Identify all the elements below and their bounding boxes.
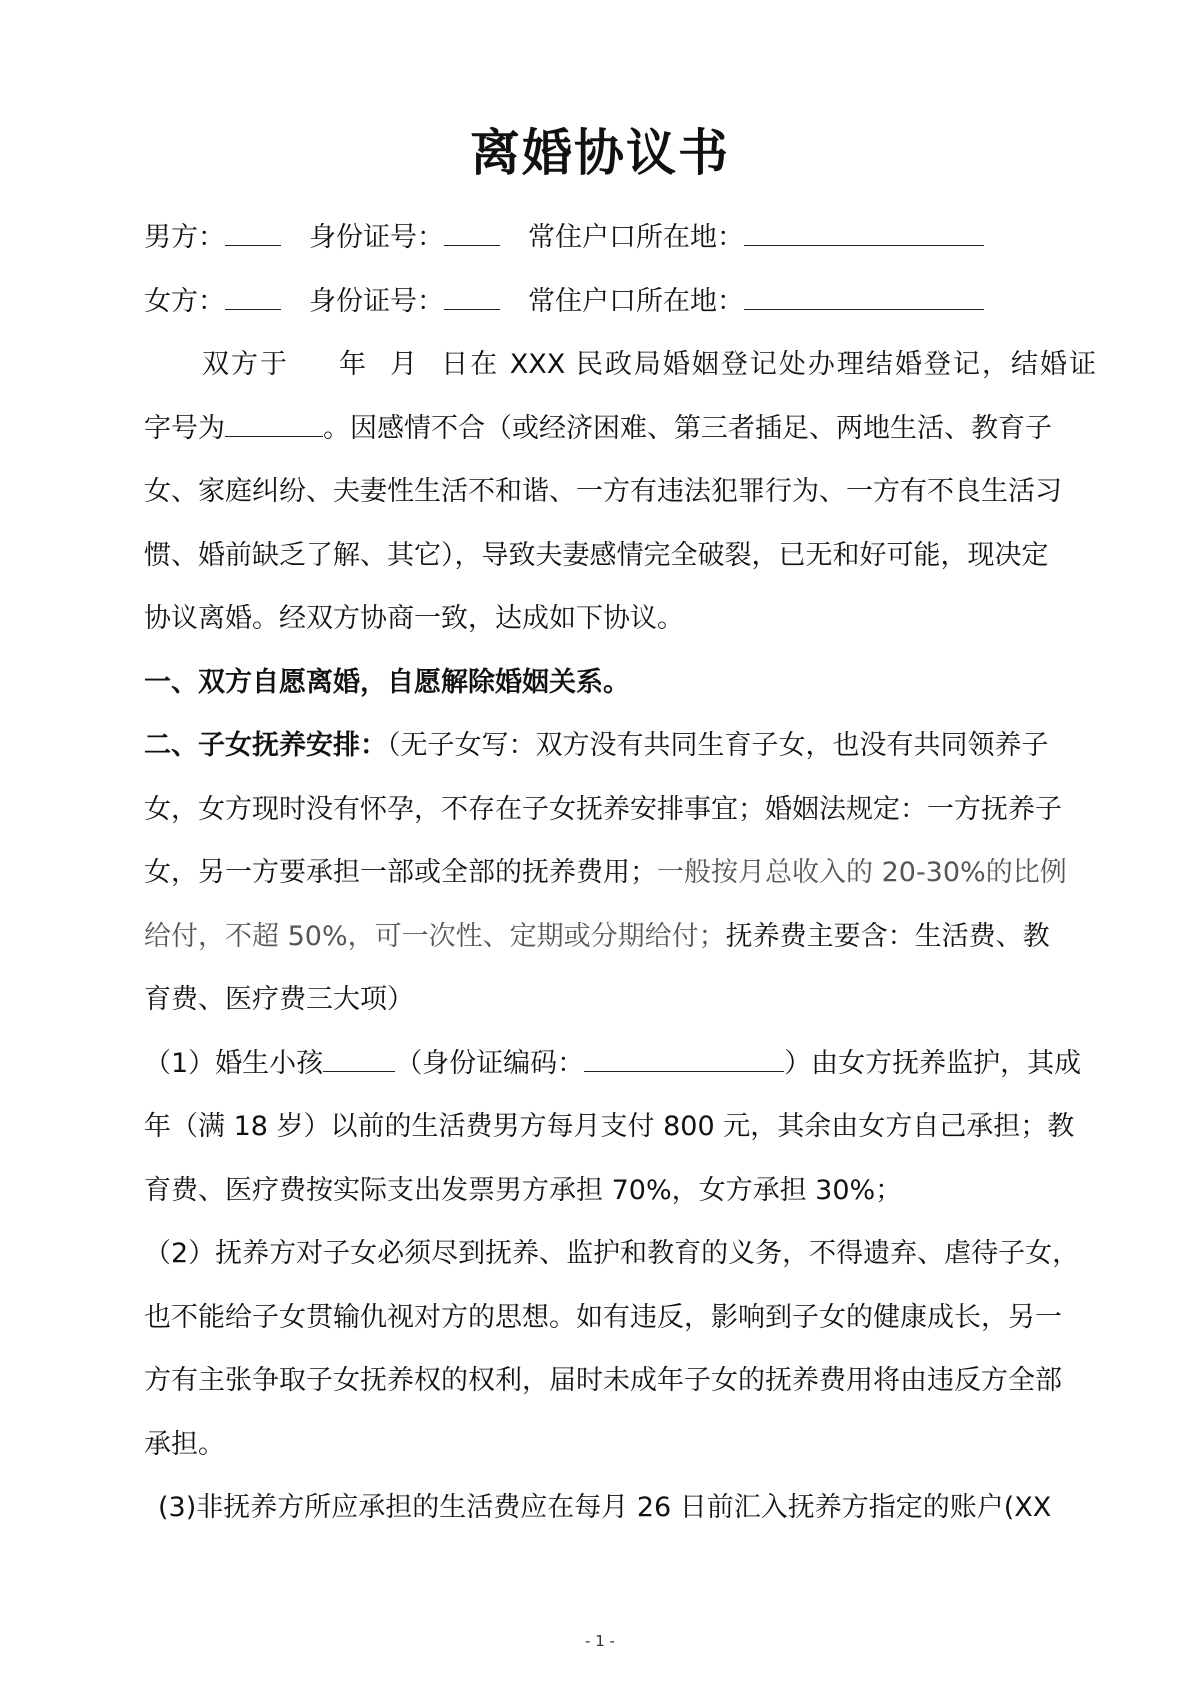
intro-text: 。因感情不合（或经济困难、第三者插足、两地生活、教育子 <box>323 412 1052 444</box>
section-text-gray: 给付，不超 50%，可一次性、定期或分期给付； <box>144 920 726 952</box>
item-text: ）由女方抚养监护，其成 <box>784 1047 1082 1079</box>
section-2-heading: 二、子女抚养安排： <box>144 730 387 761</box>
child-name-blank <box>323 1049 395 1072</box>
page-number: - 1 - <box>585 1632 615 1650</box>
section-2-line-4 <box>144 905 1096 969</box>
male-id-blank <box>444 223 500 246</box>
male-residence-label: 常住户口所在地： <box>528 222 744 253</box>
item-text: （身份证编码： <box>395 1047 585 1079</box>
female-id-label: 身份证号： <box>309 285 444 317</box>
section-text: （无子女写：双方没有共同生育子女，也没有共同领养子 <box>387 730 1049 761</box>
intro-line-2 <box>144 397 1096 461</box>
document-body <box>144 206 1096 1540</box>
section-text: 抚养费主要含：生活费、教 <box>725 920 1050 952</box>
section-2-line-1 <box>144 714 1096 778</box>
male-info-line <box>144 206 1096 270</box>
document-title: 离婚协议书 <box>470 124 730 182</box>
female-name-blank <box>225 287 281 310</box>
intro-year: 年 <box>337 349 369 380</box>
intro-text: 日在 XXX 民政局婚姻登记处办理结婚登记，结婚证 <box>439 349 1097 380</box>
item-2-line-1: （2）抚养方对子女必须尽到抚养、监护和教育的义务，不得遗弃、虐待子女， <box>144 1238 1080 1269</box>
section-text-gray: 一般按月总收入的 20-30%的比例 <box>657 857 1067 888</box>
male-name-blank <box>225 223 281 246</box>
item-2-line-4: 承担。 <box>144 1428 225 1460</box>
section-2-line-3 <box>144 841 1096 905</box>
intro-line-3: 女、家庭纠纷、夫妻性生活不和谐、一方有违法犯罪行为、一方有不良生活习 <box>144 476 1062 507</box>
item-text: （1）婚生小孩 <box>144 1047 324 1079</box>
intro-line-5: 协议离婚。经双方协商一致，达成如下协议。 <box>144 603 684 634</box>
female-residence-blank <box>744 287 984 310</box>
female-label: 女方： <box>144 285 225 317</box>
item-1-line-3: 育费、医疗费按实际支出发票男方承担 70%，女方承担 30%； <box>144 1174 903 1206</box>
female-residence-label: 常住户口所在地： <box>528 285 744 317</box>
section-1-heading: 一、双方自愿离婚，自愿解除婚姻关系。 <box>144 666 630 698</box>
female-info-line <box>144 270 1096 334</box>
female-id-blank <box>444 287 500 310</box>
section-text: 女，另一方要承担一部或全部的抚养费用； <box>144 857 657 888</box>
intro-text: 双方于 <box>200 349 290 380</box>
male-label: 男方： <box>144 222 225 253</box>
item-2-line-2: 也不能给子女贯输仇视对方的思想。如有违反，影响到子女的健康成长，另一 <box>144 1301 1062 1333</box>
male-residence-blank <box>744 223 984 246</box>
section-2-line-2: 女，女方现时没有怀孕，不存在子女抚养安排事宜；婚姻法规定：一方抚养子 <box>144 793 1062 825</box>
item-2-line-3: 方有主张争取子女抚养权的权利，届时未成年子女的抚养费用将由违反方全部 <box>144 1365 1062 1396</box>
item-1-line-1 <box>144 1032 1096 1096</box>
intro-month: 月 <box>388 349 420 380</box>
item-text: (3)非抚养方所应承担的生活费应在每月 26 日前汇入抚养方指定的账户(XX <box>158 1492 1052 1523</box>
male-id-label: 身份证号： <box>309 222 444 253</box>
intro-line-4: 惯、婚前缺乏了解、其它），导致夫妻感情完全破裂，已无和好可能，现决定 <box>144 539 1049 571</box>
intro-text: 字号为 <box>144 412 225 444</box>
item-3-line-1 <box>144 1476 1096 1540</box>
item-1-line-2: 年（满 18 岁）以前的生活费男方每月支付 800 元，其余由女方自己承担；教 <box>144 1111 1075 1142</box>
section-2-line-5: 育费、医疗费三大项） <box>144 984 414 1015</box>
child-id-blank <box>584 1049 784 1072</box>
intro-line-1 <box>144 333 1096 397</box>
certificate-number-blank <box>225 414 323 437</box>
